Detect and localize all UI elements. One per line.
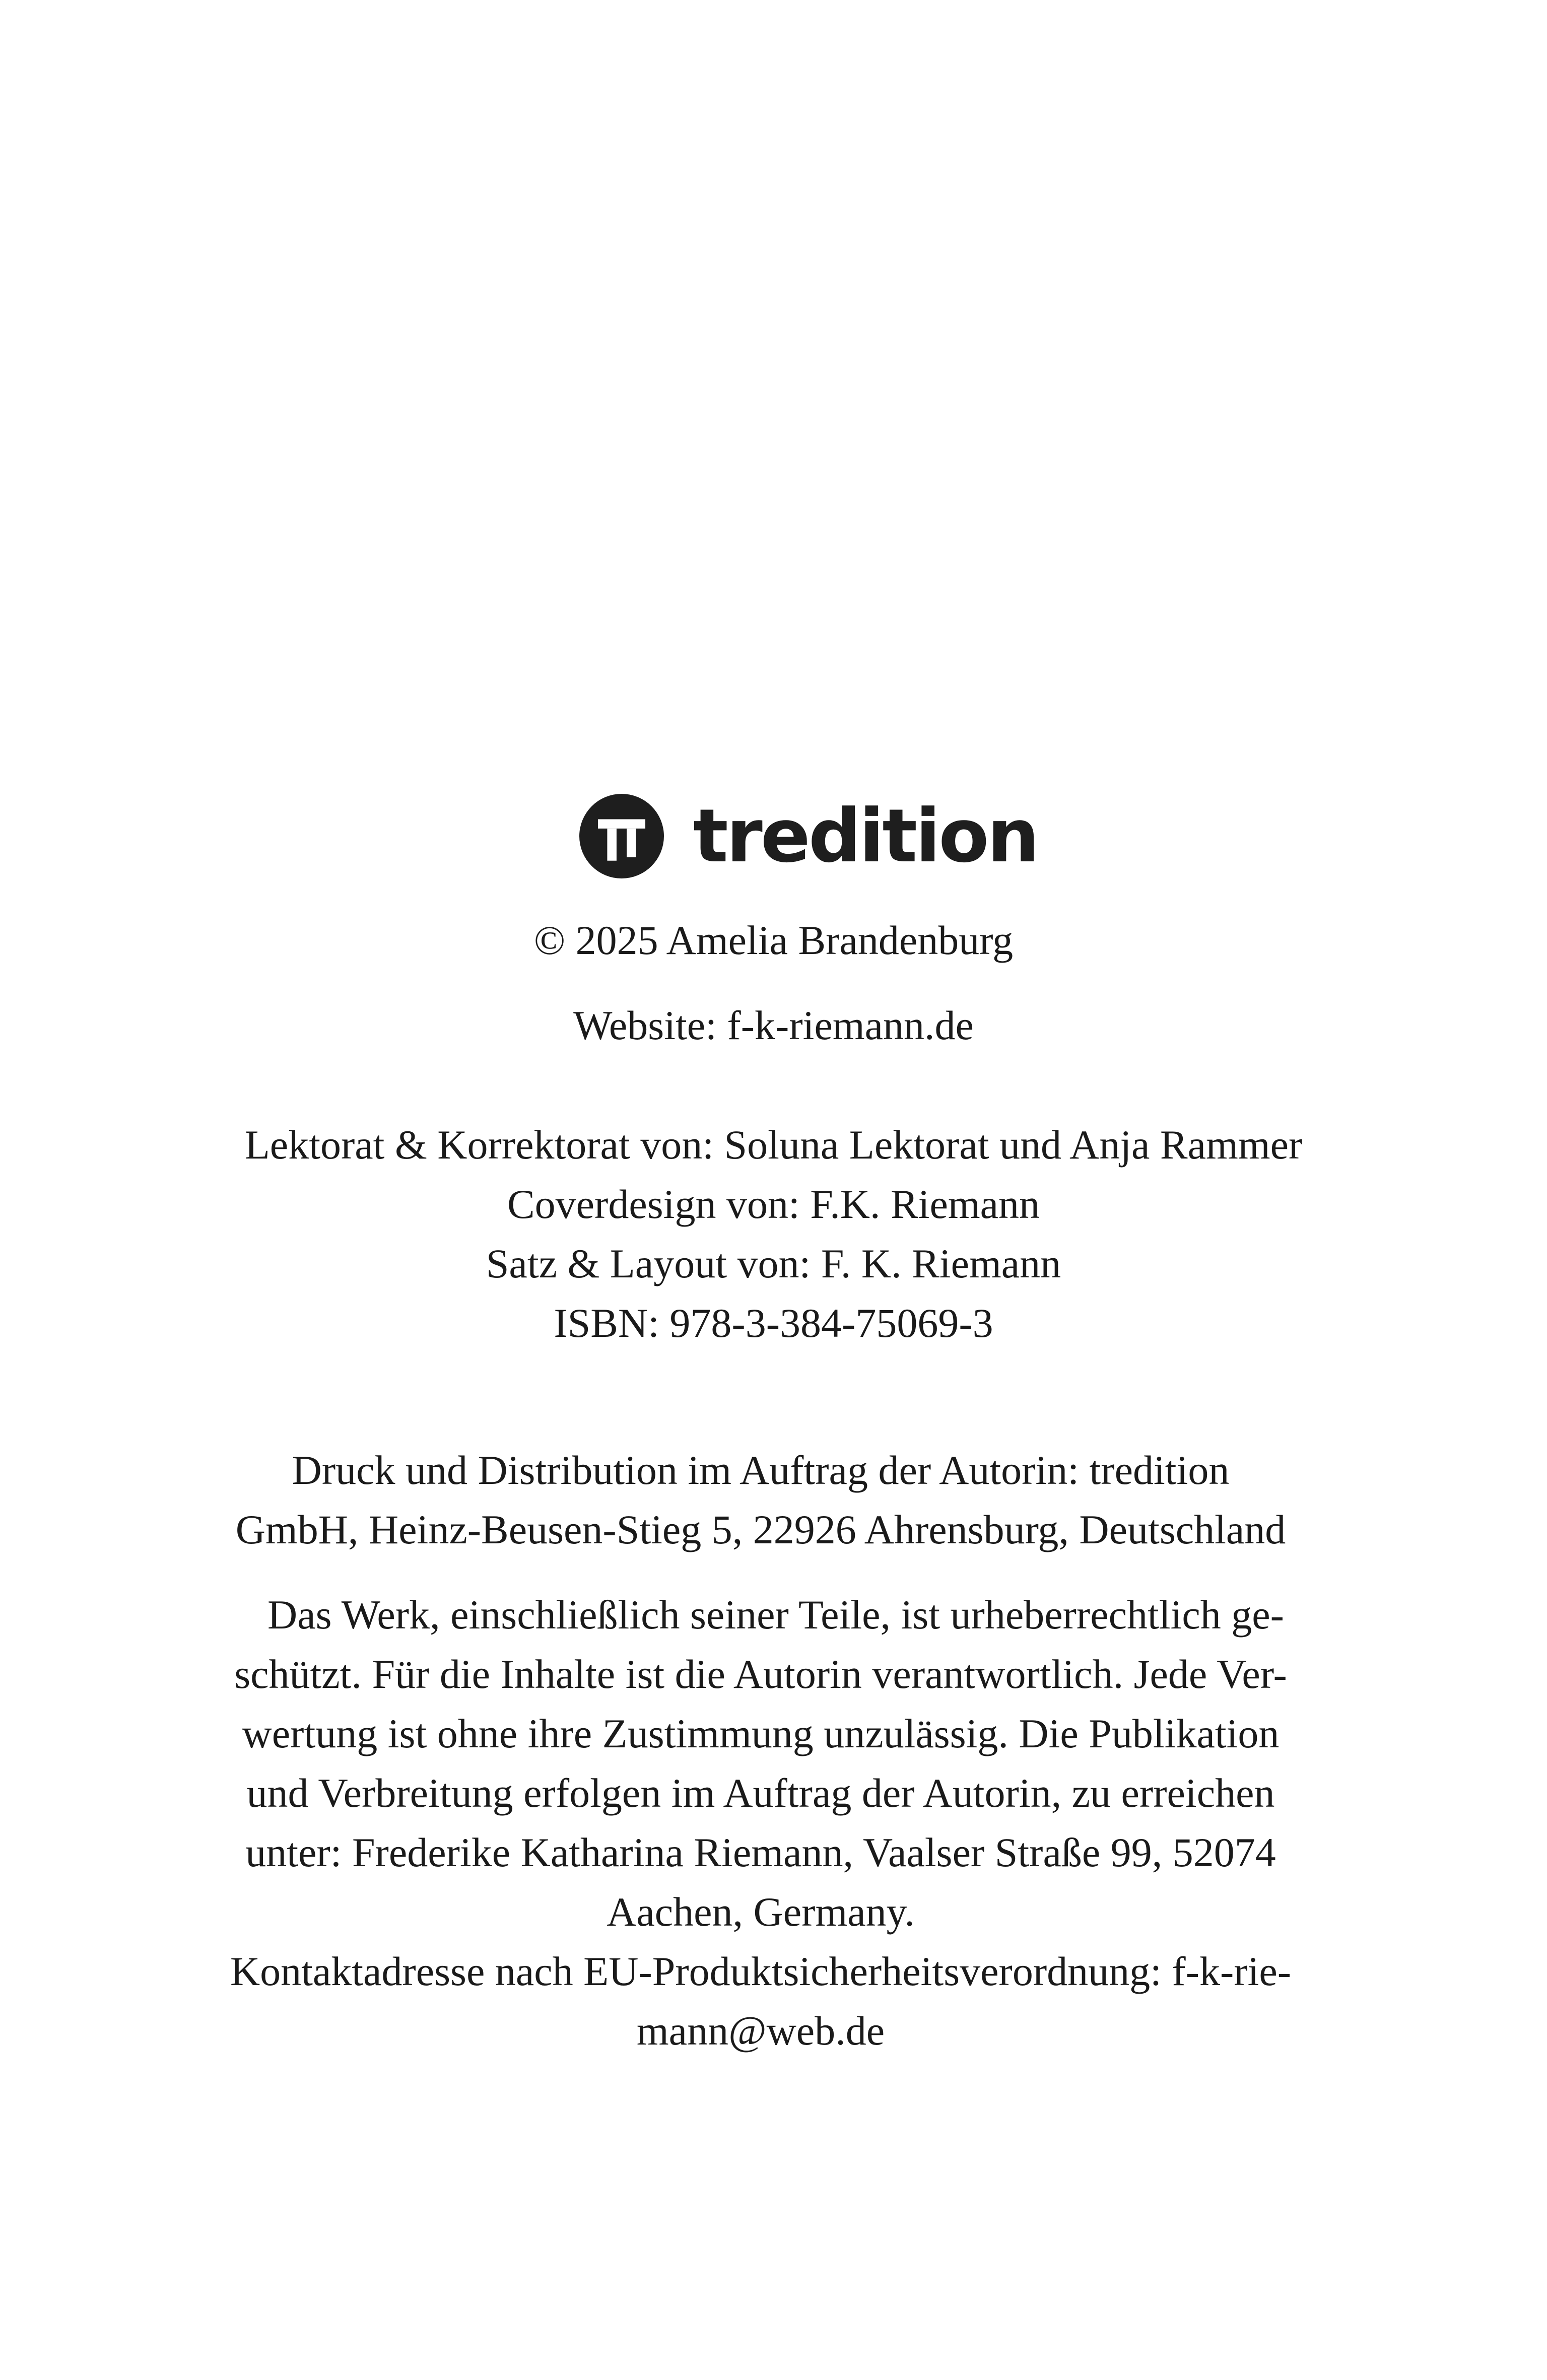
distribution-paragraph [181, 1441, 1340, 1559]
layout-credit: Satz & Layout von: F. K. Riemann [486, 1241, 1061, 1286]
logo-wordmark: tredition [693, 793, 1038, 879]
publisher-logo [579, 791, 1037, 881]
cover-credit: Coverdesign von: F.K. Riemann [507, 1181, 1040, 1227]
tredition-logo-icon [579, 794, 664, 878]
legal-line: Aachen, Germany. [607, 1889, 915, 1935]
contact-line: Kontaktadresse nach EU-Produktsicherheitsverordnung: f-k-rie- [230, 1948, 1292, 1994]
contact-line: mann@web.de [636, 2008, 885, 2054]
editing-credit: Lektorat & Korrektorat von: Soluna Lektorat und Anja Rammer [244, 1122, 1303, 1168]
legal-line: wertung ist ohne ihre Zustimmung unzulässig. Die Publikation [242, 1711, 1280, 1756]
website-line: Website: f-k-riemann.de [573, 1002, 974, 1048]
distribution-line: Druck und Distribution im Auftrag der Autorin: tredition [292, 1447, 1230, 1493]
distribution-line: GmbH, Heinz-Beusen-Stieg 5, 22926 Ahrensburg, Deutschland [235, 1507, 1286, 1552]
legal-line: Das Werk, einschließlich seiner Teile, ist urheberrechtlich ge- [267, 1592, 1284, 1638]
legal-notice-paragraph [181, 1585, 1340, 2061]
legal-line: und Verbreitung erfolgen im Auftrag der Autorin, zu erreichen [246, 1770, 1275, 1816]
copyright-line: © 2025 Amelia Brandenburg [533, 917, 1014, 963]
isbn-line: ISBN: 978-3-384-75069-3 [554, 1300, 993, 1346]
legal-line: schützt. Für die Inhalte ist die Autorin verantwortlich. Jede Ver- [234, 1651, 1287, 1697]
legal-line: unter: Frederike Katharina Riemann, Vaalser Straße 99, 52074 [245, 1829, 1276, 1875]
